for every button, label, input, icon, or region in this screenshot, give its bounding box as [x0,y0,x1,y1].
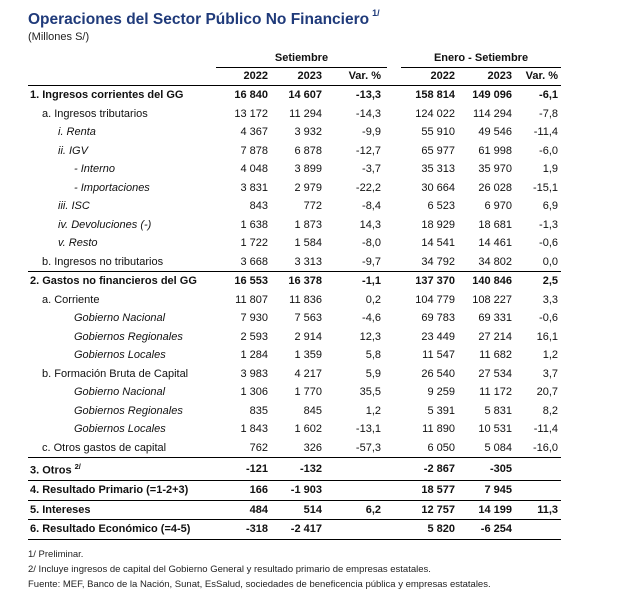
cell-value: -57,3 [355,441,381,454]
col-header-2022-ytd: 2022 [401,68,459,86]
cell-value: -2 417 [272,520,330,540]
cell-value: -0,6 [539,237,559,249]
cell-value: 137 370 [401,272,459,291]
row-footnote-ref: 2/ [74,462,81,471]
cell-value: 843 [249,200,268,212]
cell-value: 16 553 [216,272,272,291]
row-label: ii. IGV [58,144,88,157]
table-row [28,420,561,439]
col-header-var-ytd: Var. % [514,68,561,86]
cell-value: -8,0 [362,237,381,249]
cell-value: 835 [249,404,268,417]
cell-value: 6 050 [427,441,455,454]
table-row [28,160,561,179]
cell-value: 49 546 [478,126,512,138]
cell-value: 7 878 [240,144,268,157]
cell-value: 4 367 [240,126,268,138]
table-row [28,500,561,520]
col-header-2023-ytd: 2023 [459,68,514,86]
cell-value: 166 [216,481,272,501]
cell-value: 10 531 [478,423,512,435]
cell-value: 34 802 [478,255,512,268]
cell-value: 3,3 [542,293,559,306]
row-label: i. Renta [58,126,96,138]
table-row [28,328,561,347]
cell-value: -22,2 [355,181,381,194]
row-label: Gobierno Nacional [74,312,166,324]
cell-value: 69 331 [478,312,512,324]
col-header-2022: 2022 [216,68,272,86]
table-row [28,105,561,124]
row-label: a. Corriente [42,293,100,306]
cell-value: 1 638 [240,218,268,231]
row-label: iv. Devoluciones (-) [58,218,152,231]
cell-value: -11,4 [533,126,559,138]
row-label: - Interno [74,163,115,175]
cell-value: -12,7 [355,144,381,157]
cell-value: 35 970 [478,163,512,175]
col-header-var: Var. % [330,68,387,86]
group-header-setiembre: Setiembre [216,50,387,68]
cell-value: -11,4 [533,423,559,435]
cell-value: 2 593 [240,330,268,343]
row-label: Gobiernos Locales [74,423,166,435]
cell-value: 26 028 [478,181,512,194]
cell-value: 2,5 [514,272,561,291]
cell-value: 20,7 [536,386,559,398]
row-label: c. Otros gastos de capital [42,441,167,454]
row-label: Gobiernos Regionales [74,404,183,417]
cell-value: 5,8 [365,349,381,361]
cell-value: 9 259 [427,386,455,398]
table-row [28,216,561,235]
cell-value: 18 577 [401,481,459,501]
cell-value: 7 930 [240,312,268,324]
cell-value: 61 998 [478,144,512,157]
row-label: Gobiernos Locales [74,349,166,361]
page-title: Operaciones del Sector Público No Financiero $^{1/}$ [28,8,380,28]
table-row [28,291,561,310]
cell-value: 484 [216,500,272,520]
cell-value: 1 843 [240,423,268,435]
cell-value: 514 [272,500,330,520]
cell-value: 1 602 [294,423,322,435]
cell-value: -132 [272,458,330,481]
cell-value [330,520,387,540]
row-label: b. Ingresos no tributarios [42,255,164,268]
cell-value: 11,3 [514,500,561,520]
cell-value: 14 541 [421,237,455,249]
cell-value: 18 929 [421,218,455,231]
cell-value: 114 294 [473,107,512,120]
table-row [28,179,561,198]
group-header-enero-setiembre: Enero - Setiembre [401,50,561,68]
cell-value: -15,1 [532,181,559,194]
cell-value [514,481,561,501]
cell-value: 6 523 [427,200,455,212]
cell-value: 14 199 [459,500,514,520]
cell-value: -4,6 [362,312,381,324]
title-footnote-ref: 1/ [372,8,380,18]
cell-value: 1 873 [294,218,322,231]
row-label: 4. Resultado Primario (=1-2+3) [28,481,216,501]
cell-value: 149 096 [472,89,512,101]
row-label: Gobierno Nacional [74,386,166,398]
cell-value: 5,9 [365,367,381,380]
cell-value: 69 783 [421,312,455,324]
cell-value: -7,8 [539,107,559,120]
cell-value: 11 172 [479,386,512,398]
table-row [28,86,561,105]
cell-value: 12 757 [401,500,459,520]
cell-value: 27 534 [478,367,512,380]
cell-value: 35 313 [421,163,455,175]
table-row [28,142,561,161]
cell-value: 55 910 [421,126,455,138]
table-row [28,346,561,365]
table-row [28,402,561,421]
cell-value: -14,3 [355,107,381,120]
table-row [28,309,561,328]
cell-value: 35,5 [359,386,381,398]
group-header-row [28,50,561,68]
table-row [28,123,561,142]
cell-value: 11 547 [422,349,455,361]
cell-value: 27 214 [478,330,512,343]
footnote-1: 1/ Preliminar. [28,549,84,560]
cell-value: -0,6 [539,312,559,324]
row-label: v. Resto [58,237,98,249]
cell-value: -2 867 [401,458,459,481]
cell-value: -305 [459,458,514,481]
cell-value: -8,4 [362,200,381,212]
row-label: a. Ingresos tributarios [42,107,148,120]
cell-value: -1,1 [330,272,387,291]
cell-value: 3 313 [294,255,322,268]
cell-value: 5 084 [484,441,512,454]
cell-value: 3,7 [542,367,559,380]
fiscal-operations-table [28,50,561,540]
table-row [28,439,561,458]
cell-value: 18 681 [478,218,512,231]
cell-value: 14 607 [288,89,322,101]
row-label: iii. ISC [58,200,90,212]
cell-value: 5 820 [401,520,459,540]
cell-value: 1,2 [365,404,381,417]
cell-value: 3 932 [294,126,322,138]
cell-value: -6,1 [539,89,559,101]
table-row [28,520,561,540]
row-label: 5. Intereses [28,500,216,520]
cell-value: 2 979 [294,181,322,194]
cell-value: 34 792 [421,255,455,268]
cell-value: 3 831 [240,181,268,194]
table-row [28,481,561,501]
row-label: 1. Ingresos corrientes del GG [30,89,184,101]
row-label: b. Formación Bruta de Capital [42,367,189,380]
cell-value: 6 970 [484,200,512,212]
cell-value: 3 668 [240,255,268,268]
row-label: 2. Gastos no financieros del GG [28,272,216,291]
cell-value: -121 [216,458,272,481]
units-subtitle: (Millones S/) [28,31,90,43]
cell-value: 12,3 [359,330,381,343]
cell-value: 1,9 [542,163,559,175]
cell-value: 23 449 [421,330,455,343]
cell-value: 11 890 [422,423,455,435]
cell-value: 326 [303,441,322,454]
cell-value: 772 [303,200,322,212]
cell-value: -6,0 [539,144,559,157]
table-row [28,234,561,253]
column-header-row [28,68,561,86]
cell-value: -3,7 [362,163,381,175]
cell-value: 0,2 [365,293,381,306]
table-row [28,272,561,291]
footnote-source: Fuente: MEF, Banco de la Nación, Sunat, EsSalud, sociedades de beneficencia pública y empresas estatales. [28,579,491,590]
cell-value: 0,0 [542,255,559,268]
footnote-2: 2/ Incluye ingresos de capital del Gobierno General y resultado primario de empresas estatales. [28,564,431,575]
cell-value: 14 461 [478,237,512,249]
cell-value: 5 831 [484,404,512,417]
cell-value: 4 048 [240,163,268,175]
cell-value: 16 378 [272,272,330,291]
cell-value [514,520,561,540]
cell-value: 11 682 [479,349,512,361]
cell-value: 6,2 [330,500,387,520]
cell-value: 5 391 [427,404,455,417]
table-row [28,365,561,384]
cell-value: -6 254 [459,520,514,540]
cell-value: 26 540 [421,367,455,380]
cell-value: 1 306 [240,386,268,398]
cell-value: 7 563 [294,312,322,324]
cell-value: 1,2 [542,349,559,361]
cell-value: 3 899 [294,163,322,175]
table-row [28,383,561,402]
cell-value: 30 664 [421,181,455,194]
cell-value: 1 359 [294,349,322,361]
cell-value: 13 172 [234,107,268,120]
cell-value: 158 814 [415,89,455,101]
cell-value: 65 977 [421,144,455,157]
cell-value: 6,9 [542,200,559,212]
cell-value: 6 878 [294,144,322,157]
table-row [28,458,561,481]
cell-value: -13,3 [355,89,381,101]
cell-value: 3 983 [240,367,268,380]
cell-value: 108 227 [472,293,512,306]
cell-value: -9,9 [362,126,381,138]
cell-value: 104 779 [415,293,455,306]
cell-value: 11 294 [289,107,322,120]
cell-value: 11 836 [289,293,322,306]
cell-value: 124 022 [415,107,455,120]
cell-value: 14,3 [359,218,381,231]
cell-value: 8,2 [542,404,559,417]
cell-value: 7 945 [459,481,514,501]
cell-value: 16 840 [234,89,268,101]
row-label: - Importaciones [74,181,150,194]
cell-value: 1 722 [240,237,268,249]
row-label: Gobiernos Regionales [74,330,183,343]
col-header-2023: 2023 [272,68,330,86]
cell-value: -1 903 [272,481,330,501]
cell-value: 762 [249,441,268,454]
cell-value: -13,1 [355,423,381,435]
cell-value: 1 584 [294,237,322,249]
row-label: 6. Resultado Económico (=4-5) [28,520,216,540]
table-row [28,197,561,216]
cell-value: -1,3 [539,218,559,231]
cell-value: 16,1 [536,330,559,343]
cell-value: 11 807 [235,293,268,306]
cell-value [330,481,387,501]
cell-value [330,458,387,481]
cell-value: 4 217 [294,367,322,380]
cell-value: 1 284 [240,349,268,361]
cell-value: 2 914 [294,330,322,343]
cell-value: -16,0 [532,441,559,454]
row-label: 3. Otros $^{2/}$ [28,458,216,481]
cell-value: 140 846 [459,272,514,291]
cell-value: -9,7 [362,255,381,268]
cell-value: 845 [303,404,322,417]
cell-value: -318 [216,520,272,540]
cell-value: 1 770 [294,386,322,398]
cell-value [514,458,561,481]
table-row [28,253,561,272]
